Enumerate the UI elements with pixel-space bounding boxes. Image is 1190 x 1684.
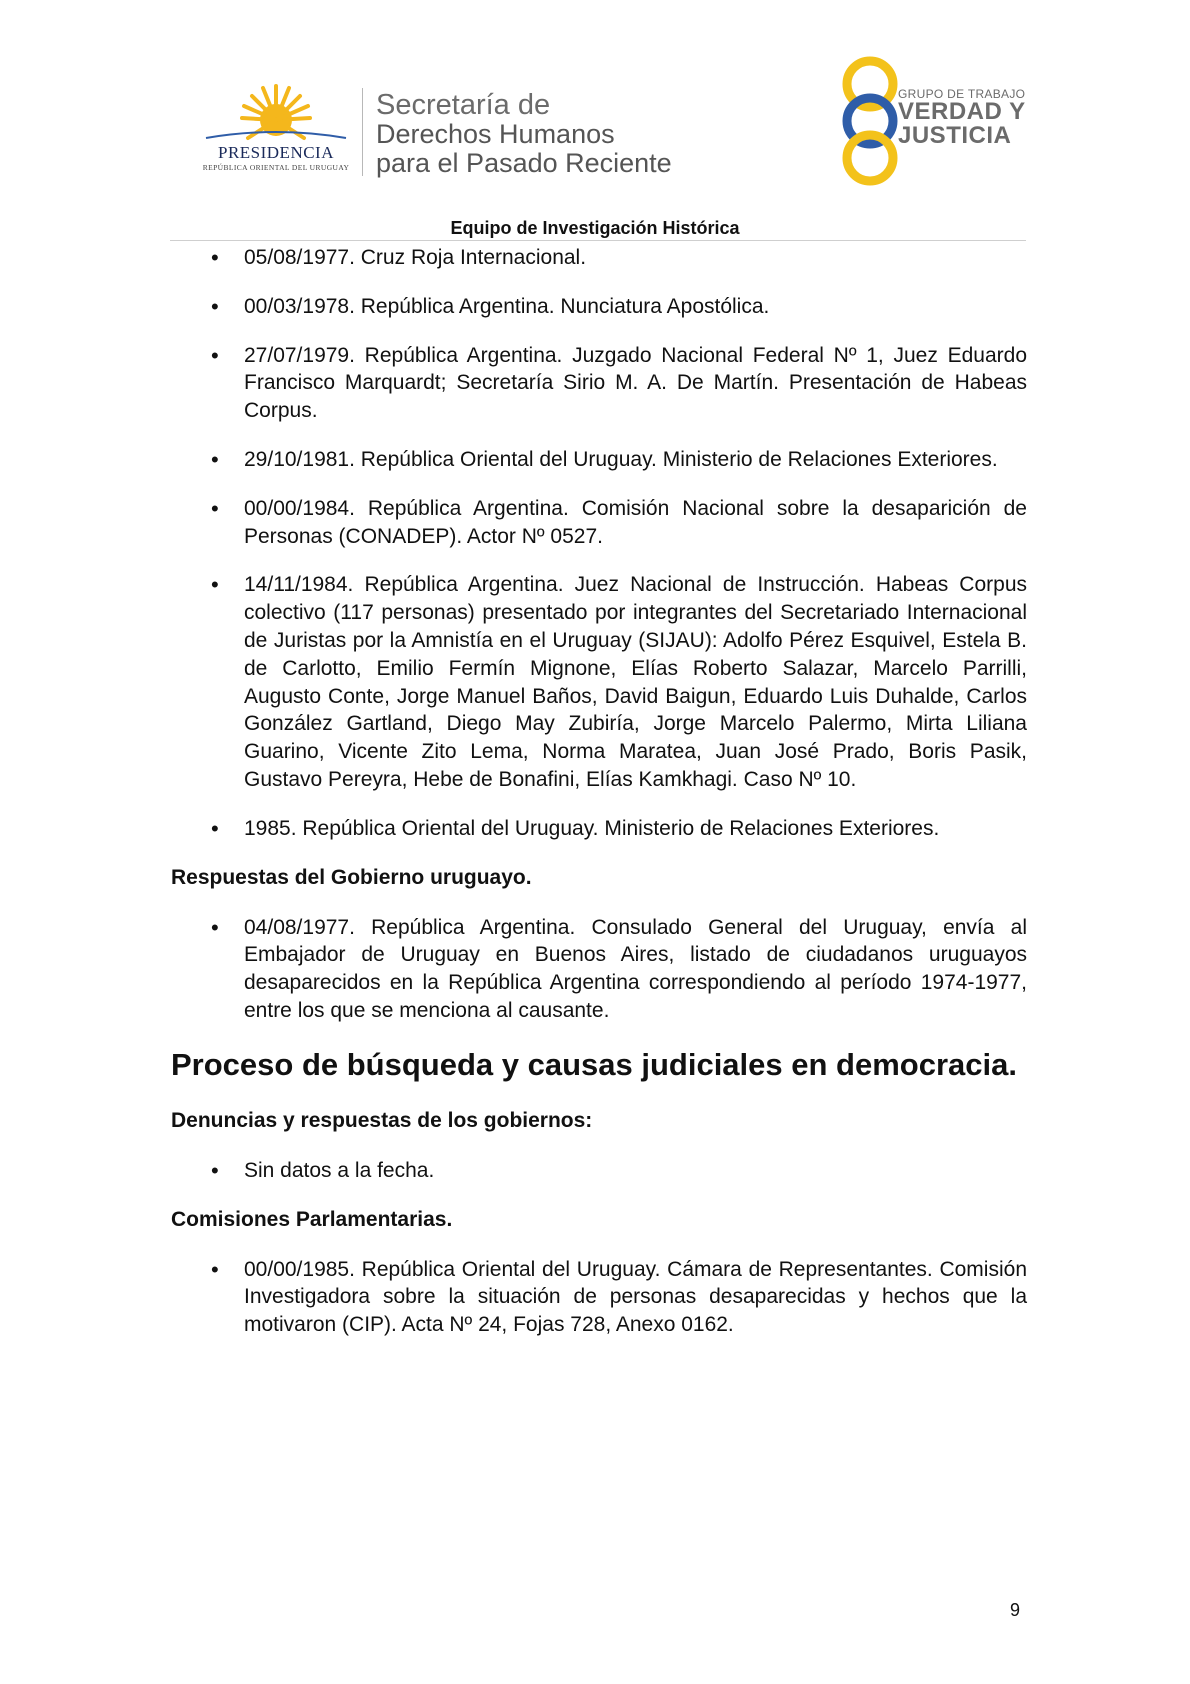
list-item — [171, 244, 1027, 272]
logo-divider — [362, 88, 363, 176]
bullet-icon: • — [211, 914, 219, 940]
list-item-text: 00/00/1984. República Argentina. Comisión Nacional sobre la desaparición de Personas (CONADEP). Actor Nº 0527. — [244, 496, 1027, 548]
secretaria-line-1: Secretaría de — [376, 89, 551, 121]
list-item-text: 27/07/1979. República Argentina. Juzgado Nacional Federal Nº 1, Juez Eduardo Francisco Marquardt; Secretaría Sirio M. A. De Martín. Presentación de Habeas Corpus. — [244, 343, 1027, 423]
header-divider — [170, 240, 1026, 241]
list-item-text: Sin datos a la fecha. — [244, 1158, 435, 1182]
list-item — [171, 914, 1027, 1025]
presidencia-label: PRESIDENCIA — [217, 143, 334, 162]
list-item-text: 1985. República Oriental del Uruguay. Ministerio de Relaciones Exteriores. — [244, 816, 940, 840]
list-item-text: 04/08/1977. República Argentina. Consulado General del Uruguay, envía al Embajador de Uruguay en Buenos Aires, listado de ciudadanos uruguayos desaparecidos en la República Argentina correspondiendo al período 1974-1977, entre los que se menciona al causante. — [244, 915, 1027, 1022]
list-item — [171, 342, 1027, 425]
document-body — [171, 244, 1027, 1360]
bullet-icon: • — [211, 293, 219, 319]
page-header — [0, 0, 1190, 240]
comisiones-list — [171, 1256, 1027, 1339]
list-item — [171, 815, 1027, 843]
list-item — [171, 571, 1027, 793]
list-item — [171, 446, 1027, 474]
list-item-text: 29/10/1981. República Oriental del Uruguay. Ministerio de Relaciones Exteriores. — [244, 447, 998, 471]
list-item-text: 00/00/1985. República Oriental del Uruguay. Cámara de Representantes. Comisión Investigadora sobre la situación de personas desaparecidas y hechos que la motivaron (CIP). Acta Nº 24, Fojas 728, Anexo 0162. — [244, 1257, 1027, 1337]
bullet-icon: • — [211, 446, 219, 472]
bullet-icon: • — [211, 245, 219, 270]
list-item — [171, 1256, 1027, 1339]
list-item-text: 05/08/1977. Cruz Roja Internacional. — [244, 246, 587, 269]
secretaria-line-3: para el Pasado Reciente — [376, 147, 672, 178]
equipo-title: Equipo de Investigación Histórica — [450, 218, 740, 238]
presidencia-sublabel: REPÚBLICA ORIENTAL DEL URUGUAY — [202, 163, 350, 172]
verdad-justicia-text — [898, 88, 1026, 148]
respuestas-list — [171, 914, 1027, 1025]
bullet-icon: • — [211, 495, 219, 521]
denuncias-list — [171, 1157, 1027, 1185]
vj-line-2: JUSTICIA — [898, 122, 1012, 149]
secretaria-line-2: Derechos Humanos — [376, 119, 615, 150]
vj-line-1: VERDAD Y — [898, 98, 1026, 125]
list-item-text: 14/11/1984. República Argentina. Juez Nacional de Instrucción. Habeas Corpus colectivo (117 personas) presentado por integrantes del Secretariado Internacional de Juristas por la Amnistía en el Uruguay (SIJAU): Adolfo Pérez Esquivel, Estela B. de Carlotto, Emilio Fermín Mignone, Elías Roberto Salazar, Marcelo Parrilli, Augusto Conte, Jorge Manuel Baños, David Baigun, Eduardo Luis Duhalde, Carlos González Gartland, Diego May Zubiría, Jorge Marcelo Palermo, Mirta Liliana Guarino, Vicente Zito Lema, Norma Maratea, Juan José Prado, Boris Pasik, Gustavo Pereyra, Hebe de Bonafini, Elías Kamkhagi. Caso Nº 10. — [244, 573, 1027, 791]
section1-list — [171, 244, 1027, 843]
bullet-icon: • — [211, 1256, 219, 1282]
respuestas-heading: Respuestas del Gobierno uruguayo. — [171, 865, 532, 889]
list-item-text: 00/03/1978. República Argentina. Nunciatura Apostólica. — [244, 294, 770, 318]
comisiones-heading: Comisiones Parlamentarias. — [171, 1207, 453, 1231]
list-item — [171, 1157, 1027, 1185]
list-item — [171, 293, 1027, 321]
bullet-icon: • — [211, 1157, 219, 1183]
section-title-proceso: Proceso de búsqueda y causas judiciales en democracia. — [171, 1046, 1017, 1082]
page-number: 9 — [1010, 1600, 1021, 1620]
denuncias-heading: Denuncias y respuestas de los gobiernos: — [171, 1108, 593, 1132]
secretaria-logo-text — [376, 90, 672, 177]
vj-small-label: GRUPO DE TRABAJO — [898, 87, 1026, 101]
bullet-icon: • — [211, 342, 219, 368]
bullet-icon: • — [211, 815, 219, 841]
bullet-icon: • — [211, 572, 219, 598]
list-item — [171, 495, 1027, 551]
